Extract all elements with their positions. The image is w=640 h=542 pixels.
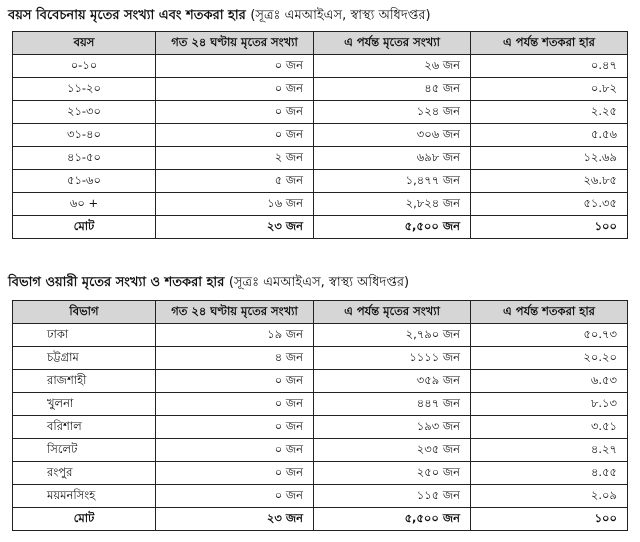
division-cell: রংপুর bbox=[13, 462, 156, 485]
col-header-age: বয়স bbox=[13, 32, 156, 55]
col-header-percent: এ পর্যন্ত শতকরা হার bbox=[471, 301, 628, 324]
table-row bbox=[13, 416, 628, 439]
total-percent: ১০০ bbox=[471, 216, 628, 239]
age-cell: ৫১-৬০ bbox=[13, 170, 156, 193]
col-header-total-deaths: এ পর্যন্ত মৃতের সংখ্যা bbox=[314, 32, 471, 55]
total-percent: ১০০ bbox=[471, 508, 628, 531]
total-deaths: ৫,৫০০ জন bbox=[314, 216, 471, 239]
last-24h-cell: ৫ জন bbox=[156, 170, 314, 193]
total-last-24h: ২৩ জন bbox=[156, 508, 314, 531]
table-row bbox=[13, 485, 628, 508]
last-24h-cell: ০ জন bbox=[156, 462, 314, 485]
table-row bbox=[13, 78, 628, 101]
division-caption-main: বিভাগ ওয়ারী মৃতের সংখ্যা ও শতকরা হার bbox=[8, 275, 225, 290]
last-24h-cell: ০ জন bbox=[156, 124, 314, 147]
total-deaths-cell: ৬৯৮ জন bbox=[314, 147, 471, 170]
total-deaths-cell: ২,৮২৪ জন bbox=[314, 193, 471, 216]
percent-cell: ২.০৯ bbox=[471, 485, 628, 508]
percent-cell: ১২.৬৯ bbox=[471, 147, 628, 170]
percent-cell: ৮.১৩ bbox=[471, 393, 628, 416]
last-24h-cell: ০ জন bbox=[156, 439, 314, 462]
total-deaths-cell: ২৬ জন bbox=[314, 55, 471, 78]
last-24h-cell: ০ জন bbox=[156, 370, 314, 393]
total-deaths-cell: ৪৪৭ জন bbox=[314, 393, 471, 416]
age-cell: ২১-৩০ bbox=[13, 101, 156, 124]
percent-cell: ৫.৫৬ bbox=[471, 124, 628, 147]
last-24h-cell: ২ জন bbox=[156, 147, 314, 170]
division-cell: ময়মনসিংহ bbox=[13, 485, 156, 508]
col-header-percent: এ পর্যন্ত শতকরা হার bbox=[471, 32, 628, 55]
percent-cell: ৪.৫৫ bbox=[471, 462, 628, 485]
last-24h-cell: ০ জন bbox=[156, 393, 314, 416]
age-table-caption bbox=[8, 6, 431, 27]
last-24h-cell: ১৬ জন bbox=[156, 193, 314, 216]
age-caption-source: (সূত্রঃ এমআইএস, স্বাস্থ্য অধিদপ্তর) bbox=[250, 8, 431, 23]
last-24h-cell: ০ জন bbox=[156, 55, 314, 78]
table-row bbox=[13, 55, 628, 78]
percent-cell: ৪.২৭ bbox=[471, 439, 628, 462]
col-header-last-24h: গত ২৪ ঘণ্টায় মৃতের সংখ্যা bbox=[156, 32, 314, 55]
total-deaths-cell: ১২৪ জন bbox=[314, 101, 471, 124]
last-24h-cell: ৪ জন bbox=[156, 347, 314, 370]
total-deaths-cell: ১১১১ জন bbox=[314, 347, 471, 370]
table-row bbox=[13, 124, 628, 147]
division-death-table bbox=[12, 300, 628, 531]
age-caption-main: বয়স বিবেচনায় মৃতের সংখ্যা এবং শতকরা হার bbox=[8, 8, 246, 23]
total-deaths-cell: ২৫০ জন bbox=[314, 462, 471, 485]
table-row bbox=[13, 101, 628, 124]
header-row bbox=[13, 301, 628, 324]
last-24h-cell: ০ জন bbox=[156, 101, 314, 124]
total-deaths-cell: ৩০৬ জন bbox=[314, 124, 471, 147]
total-label: মোট bbox=[13, 508, 156, 531]
total-deaths-cell: ২,৭৯০ জন bbox=[314, 324, 471, 347]
total-deaths-cell: ১,৪৭৭ জন bbox=[314, 170, 471, 193]
age-cell: ৩১-৪০ bbox=[13, 124, 156, 147]
col-header-total-deaths: এ পর্যন্ত মৃতের সংখ্যা bbox=[314, 301, 471, 324]
age-cell: ১১-২০ bbox=[13, 78, 156, 101]
total-deaths: ৫,৫০০ জন bbox=[314, 508, 471, 531]
table-row bbox=[13, 439, 628, 462]
total-row bbox=[13, 508, 628, 531]
total-deaths-cell: ১১৫ জন bbox=[314, 485, 471, 508]
total-last-24h: ২৩ জন bbox=[156, 216, 314, 239]
total-deaths-cell: ৩৫৯ জন bbox=[314, 370, 471, 393]
table-row bbox=[13, 170, 628, 193]
col-header-last-24h: গত ২৪ ঘণ্টায় মৃতের সংখ্যা bbox=[156, 301, 314, 324]
division-cell: খুলনা bbox=[13, 393, 156, 416]
percent-cell: ৩.৫১ bbox=[471, 416, 628, 439]
total-label: মোট bbox=[13, 216, 156, 239]
division-caption-source: (সূত্রঃ এমআইএস, স্বাস্থ্য অধিদপ্তর) bbox=[228, 275, 410, 290]
percent-cell: ০.৮২ bbox=[471, 78, 628, 101]
table-row bbox=[13, 347, 628, 370]
table-row bbox=[13, 193, 628, 216]
age-cell: ০-১০ bbox=[13, 55, 156, 78]
age-death-table bbox=[12, 31, 628, 239]
age-cell: ৬০ + bbox=[13, 193, 156, 216]
table-row bbox=[13, 462, 628, 485]
percent-cell: ০.৪৭ bbox=[471, 55, 628, 78]
division-cell: ঢাকা bbox=[13, 324, 156, 347]
table-row bbox=[13, 393, 628, 416]
division-cell: সিলেট bbox=[13, 439, 156, 462]
total-row bbox=[13, 216, 628, 239]
percent-cell: ৫০.৭৩ bbox=[471, 324, 628, 347]
table-row bbox=[13, 324, 628, 347]
age-cell: ৪১-৫০ bbox=[13, 147, 156, 170]
division-cell: চট্টগ্রাম bbox=[13, 347, 156, 370]
last-24h-cell: ০ জন bbox=[156, 485, 314, 508]
table-row bbox=[13, 147, 628, 170]
header-row bbox=[13, 32, 628, 55]
table-row bbox=[13, 370, 628, 393]
percent-cell: ২.২৫ bbox=[471, 101, 628, 124]
total-deaths-cell: ২৩৫ জন bbox=[314, 439, 471, 462]
percent-cell: ৬.৫৩ bbox=[471, 370, 628, 393]
division-cell: বরিশাল bbox=[13, 416, 156, 439]
percent-cell: ২০.২০ bbox=[471, 347, 628, 370]
last-24h-cell: ০ জন bbox=[156, 78, 314, 101]
percent-cell: ২৬.৮৫ bbox=[471, 170, 628, 193]
total-deaths-cell: ১৯৩ জন bbox=[314, 416, 471, 439]
last-24h-cell: ০ জন bbox=[156, 416, 314, 439]
division-table-caption bbox=[8, 273, 409, 294]
last-24h-cell: ১৯ জন bbox=[156, 324, 314, 347]
col-header-division: বিভাগ bbox=[13, 301, 156, 324]
division-cell: রাজশাহী bbox=[13, 370, 156, 393]
total-deaths-cell: ৪৫ জন bbox=[314, 78, 471, 101]
percent-cell: ৫১.৩৫ bbox=[471, 193, 628, 216]
